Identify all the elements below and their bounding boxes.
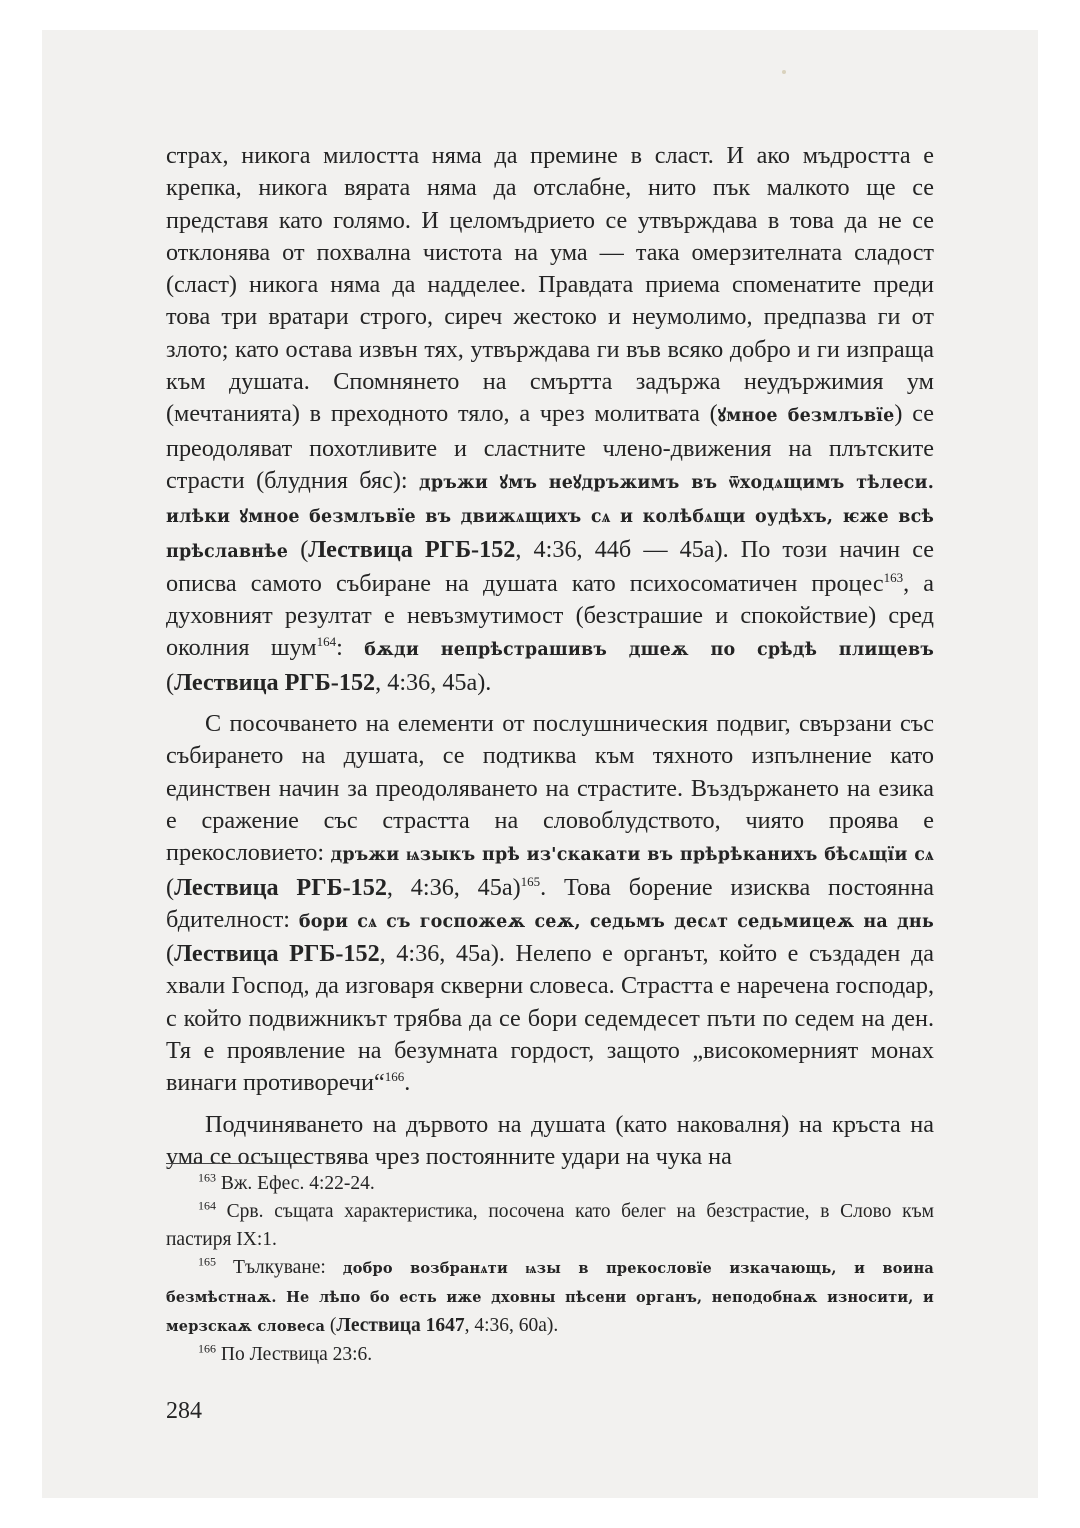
footnote-ref: 165 bbox=[198, 1254, 216, 1269]
footnote-ref: 164 bbox=[198, 1198, 216, 1213]
text-run: ( bbox=[166, 668, 175, 696]
source-citation: Лествица РГБ-152 bbox=[174, 668, 376, 696]
church-slavonic-quote: бори сѧ съ госпожеѫ сеѫ, седьмъ десѧт седьмицеѫ на днь bbox=[298, 911, 934, 932]
text-run: ) се преодоляват похотливите и сластните члено-движения на плътските страсти (блудния бяс): bbox=[166, 400, 934, 494]
church-slavonic-quote: ꙋмное безмлъвїе bbox=[717, 406, 895, 427]
source-citation: Лествица РГБ-152 bbox=[174, 940, 380, 968]
source-citation: Лествица РГБ-152 bbox=[308, 535, 516, 563]
paragraph bbox=[166, 708, 934, 1100]
text-run: ( bbox=[166, 940, 175, 968]
footnote-ref: 163 bbox=[198, 1170, 216, 1185]
text-run: Срв. същата характеристика, посочена като белег на безстрастие, в Слово към пастиря IX:1. bbox=[166, 1201, 934, 1250]
church-slavonic-quote: добро возбранѧти ѩзы в прекословїе изкачающь, и воина безмѣстнаѫ. Не лѣпо бо есть иже дховны пѣсени органъ, неподобнаѫ износити, и мерзскаѫ словеса bbox=[166, 1260, 934, 1335]
church-slavonic-quote: дръжи ѩзыкъ прѣ из'скакати въ прѣрѣканихъ бѣсѧщїи сѧ bbox=[330, 845, 934, 866]
source-citation: Лествица 1647 bbox=[336, 1315, 465, 1336]
paper-speck bbox=[782, 70, 786, 74]
text-run: : bbox=[336, 634, 365, 662]
footnote-ref: 164 bbox=[316, 634, 337, 650]
text-run: . bbox=[404, 1069, 411, 1097]
text-run: Подчиняването на дървото на душата (като наковалня) на кръста на ума се осъществява чрез постоянните удари на чука на bbox=[166, 1110, 934, 1170]
text-run: Тълкуване: bbox=[216, 1257, 343, 1278]
footnote bbox=[166, 1170, 934, 1198]
footnote bbox=[166, 1341, 934, 1369]
footnote-ref: 166 bbox=[384, 1069, 405, 1085]
church-slavonic-quote: дръжи ꙋмъ неꙋдръжимъ въ ѿходѧщимъ тѣлеси. илѣки ꙋмное безмлъвїе въ движѧщихъ сѧ и колѣбѧщи оудѣхъ, ѥже всѣ прѣславнѣе bbox=[166, 472, 934, 562]
text-run: ( bbox=[166, 873, 175, 901]
main-text bbox=[166, 140, 934, 1173]
text-run: . Това борение изисква постоянна бдителност: bbox=[166, 873, 935, 933]
text-run: , 4:36, 44б — 45а). По този начин се описва самото събиране на душата като психосоматичен процес bbox=[166, 535, 934, 597]
text-run: ( bbox=[325, 1315, 337, 1336]
text-run: , 4:36, 45а) bbox=[386, 873, 521, 901]
source-citation: Лествица РГБ-152 bbox=[174, 873, 387, 901]
footnote-ref: 163 bbox=[883, 569, 904, 585]
footnote-ref: 166 bbox=[198, 1341, 216, 1356]
text-run: ( bbox=[288, 535, 309, 563]
paragraph bbox=[166, 140, 934, 699]
text-run: страх, никога милостта няма да премине в сласт. И ако мъдростта е крепка, никога вярата няма да отслабне, нито пък малкото ще се представя като голямо. И целомъдрието се утвърждава в това да не се отклонява от похвална чистота на ума — така омерзителната сладост (сласт) никога няма да надделее. Правдата приема споменатите преди това три вратари строго, сиреч жестоко и неумолимо, предпазва ги от злото; като остава извън тях, утвърждава ги във всяко добро и ги изпраща към душата. Спомнянето на смъртта задържа неудържимия ум (мечтанията) в преходното тяло, а чрез молитвата ( bbox=[166, 142, 934, 428]
text-run: Вж. Ефес. 4:22-24. bbox=[216, 1173, 375, 1194]
church-slavonic-quote: бѫди непрѣстрашивъ дшеѫ по срѣдѣ плищевъ bbox=[364, 640, 934, 661]
text-run: , 4:36, 45а). bbox=[375, 668, 492, 696]
text-run: С посочването на елементи от послушническия подвиг, свързани със събирането на душата, се подтиква към тяхното изпълнение като единствен начин за преодоляването на страстите. Въздържането на езика е сражение със страстта на словоблудството, чиято проява е прекословието: bbox=[166, 710, 934, 867]
footnote-divider bbox=[166, 1163, 308, 1164]
page-number: 284 bbox=[166, 1398, 202, 1424]
text-run: , а духовният резултат е невъзмутимост (безстрашие и спокойствие) сред околния шум bbox=[166, 569, 934, 662]
footnote bbox=[166, 1198, 934, 1254]
text-run: По Лествица 23:6. bbox=[216, 1344, 373, 1365]
footnote-ref: 165 bbox=[520, 873, 541, 889]
text-run: , 4:36, 60а). bbox=[464, 1315, 559, 1336]
text-run: , 4:36, 45а). Нелепо е органът, който е създаден да хвали Господ, да изговаря скверни словеса. Страстта е наречена господар, с който подвижникът трябва да се бори седемдесет пъти по седем на ден. Тя е проявление на безумната гордост, защото „високомерният монах винаги противоречи“ bbox=[166, 940, 934, 1097]
footnotes bbox=[166, 1170, 934, 1369]
footnote bbox=[166, 1254, 934, 1341]
